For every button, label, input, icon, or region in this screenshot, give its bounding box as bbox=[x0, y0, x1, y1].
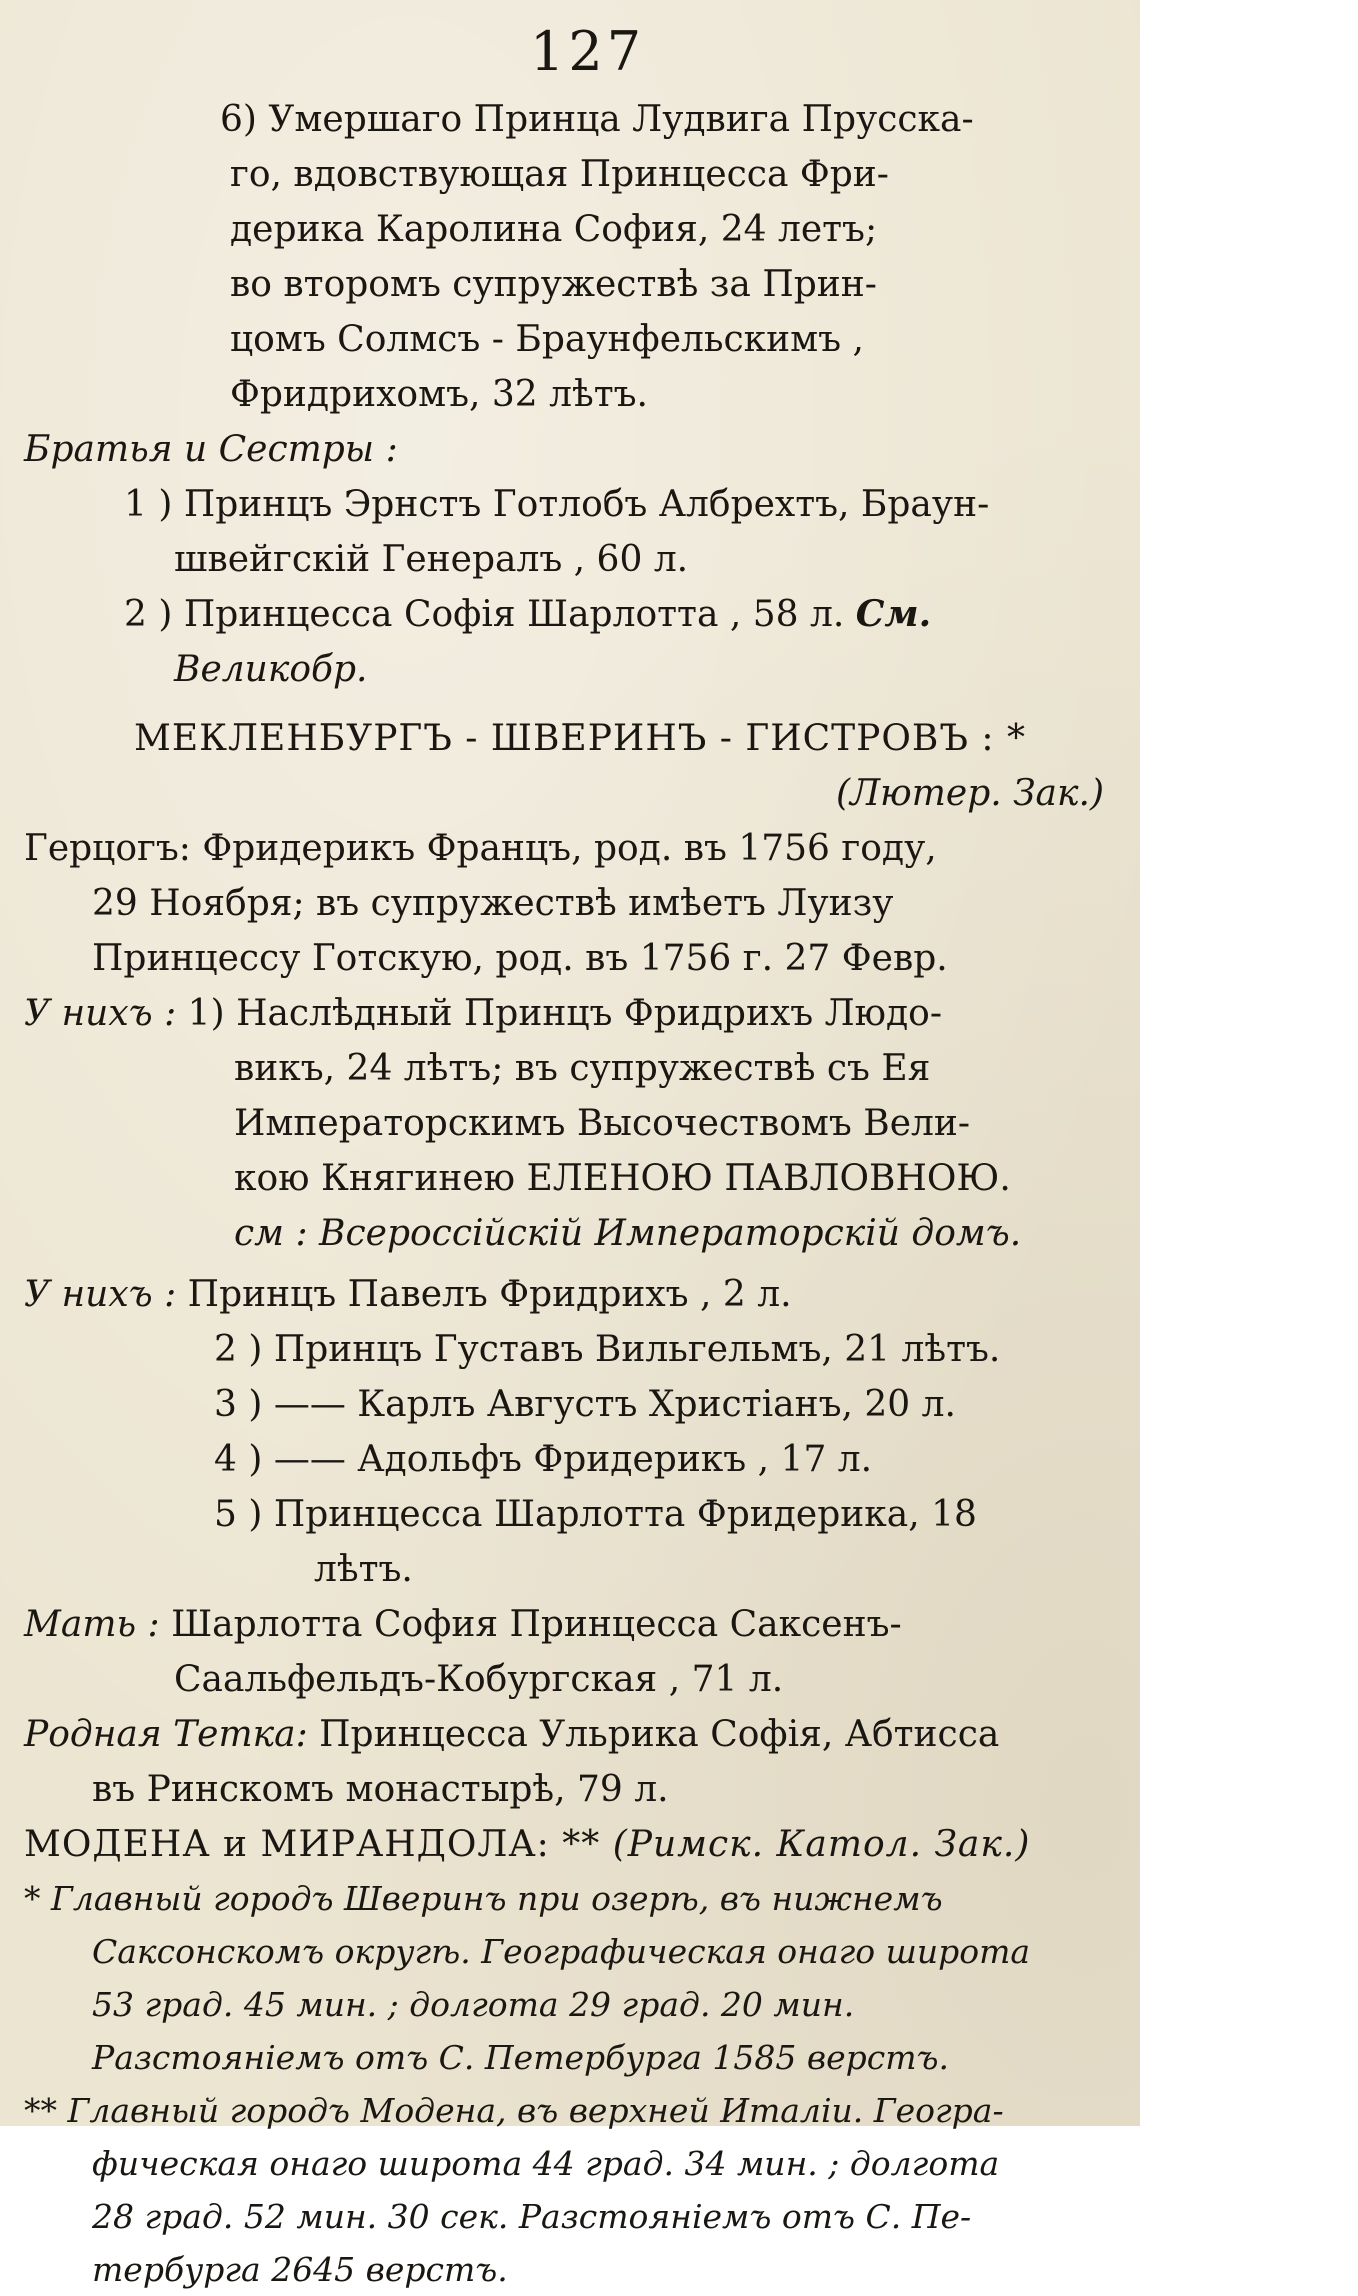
footnote-line: 53 град. 45 мин. ; долгота 29 град. 20 мин. bbox=[92, 1985, 855, 2024]
religion-note: (Лютер. Зак.) bbox=[835, 773, 1104, 814]
text-span: Принцъ Павелъ Фридрихъ , 2 л. bbox=[187, 1274, 792, 1315]
text-line bbox=[24, 1267, 1144, 1322]
text-line: 2 ) Принцъ Густавъ Вильгельмъ, 21 лѣтъ. bbox=[214, 1329, 1001, 1370]
text-line: Императорскимъ Высочествомъ Вели- bbox=[234, 1103, 971, 1144]
text-span: 2 ) Принцесса Софія Шарлотта , 58 л. bbox=[124, 594, 856, 635]
text-line: викъ, 24 лѣтъ; въ супружествѣ съ Ея bbox=[234, 1048, 931, 1089]
section-heading: Братья и Сестры : bbox=[24, 429, 398, 470]
text-line: швейгскій Генералъ , 60 л. bbox=[174, 539, 689, 580]
text-span: МОДЕНА и МИРАНДОЛА: ** bbox=[24, 1824, 613, 1865]
text-span: 1) Наслѣдный Принцъ Фридрихъ Людо- bbox=[187, 993, 943, 1034]
text-line: 1 ) Принцъ Эрнстъ Готлобъ Албрехтъ, Браун- bbox=[124, 484, 990, 525]
text-line: Саальфельдъ-Кобургская , 71 л. bbox=[174, 1659, 784, 1700]
footnote-line: * Главный городъ Шверинъ при озерѣ, въ нижнемъ bbox=[24, 1879, 943, 1918]
page-margin-right bbox=[1140, 0, 1358, 2126]
footnote-line: Разстояніемъ отъ С. Петербурга 1585 верстъ. bbox=[92, 2038, 950, 2077]
label: У нихъ : bbox=[24, 993, 188, 1034]
section-title: МЕКЛЕНБУРГЪ - ШВЕРИНЪ - ГИСТРОВЪ : * bbox=[134, 718, 1026, 759]
footnote-line: ** Главный городъ Модена, въ верхней Италіи. Геогра- bbox=[24, 2091, 1004, 2130]
cross-reference: Великобр. bbox=[174, 649, 368, 690]
label: Родная Тетка: bbox=[24, 1714, 320, 1755]
page-number: 127 bbox=[530, 20, 646, 83]
text-line: Фридрихомъ, 32 лѣтъ. bbox=[230, 374, 648, 415]
label: У нихъ : bbox=[24, 1274, 188, 1315]
text-line: 4 ) —— Адольфъ Фридерикъ , 17 л. bbox=[214, 1439, 873, 1480]
text-span: Принцесса Ульрика Софія, Абтисса bbox=[319, 1714, 1000, 1755]
text-line: въ Ринскомъ монастырѣ, 79 л. bbox=[92, 1769, 669, 1810]
text-line: лѣтъ. bbox=[314, 1549, 413, 1590]
text-line: 29 Ноября; въ супружествѣ имѣетъ Луизу bbox=[92, 883, 894, 924]
text-span: Шарлотта София Принцесса Саксенъ- bbox=[171, 1604, 902, 1645]
text-line: дерика Каролина София, 24 летъ; bbox=[230, 209, 878, 250]
footnote-line: Саксонскомъ округѣ. Географическая онаго широта bbox=[92, 1932, 1031, 1971]
text-line bbox=[24, 1597, 1144, 1652]
cross-reference: См. bbox=[855, 593, 932, 635]
footnote-line: тербурга 2645 верстъ. bbox=[92, 2250, 508, 2289]
text-line: 5 ) Принцесса Шарлотта Фридерика, 18 bbox=[214, 1494, 977, 1535]
text-line bbox=[24, 986, 1144, 1041]
section-title bbox=[24, 1817, 1144, 1872]
footnote-line: 28 град. 52 мин. 30 сек. Разстояніемъ отъ С. Пе- bbox=[92, 2197, 972, 2236]
text-line: го, вдовствующая Принцесса Фри- bbox=[230, 154, 889, 195]
text-line: Принцессу Готскую, род. въ 1756 г. 27 Февр. bbox=[92, 938, 948, 979]
footnote-line: фическая онаго широта 44 град. 34 мин. ; долгота bbox=[92, 2144, 1000, 2183]
text-line: 3 ) —— Карлъ Августъ Христіанъ, 20 л. bbox=[214, 1384, 956, 1425]
page-content bbox=[24, 92, 1144, 2296]
text-line: Герцогъ: Фридерикъ Францъ, род. въ 1756 году, bbox=[24, 828, 937, 869]
text-line: кою Княгинею ЕЛЕНОЮ ПАВЛОВНОЮ. bbox=[234, 1158, 1011, 1199]
religion-note: (Римск. Катол. Зак.) bbox=[612, 1824, 1031, 1865]
text-line: 6) Умершаго Принца Лудвига Прусска- bbox=[220, 99, 974, 140]
label: Мать : bbox=[24, 1604, 172, 1645]
text-line bbox=[24, 1707, 1144, 1762]
text-line: цомъ Солмсъ - Браунфельскимъ , bbox=[230, 319, 864, 360]
cross-reference: см : Всероссійскій Императорскій домъ. bbox=[234, 1213, 1022, 1254]
text-line: во второмъ супружествѣ за Прин- bbox=[230, 264, 877, 305]
text-line bbox=[24, 587, 1144, 642]
